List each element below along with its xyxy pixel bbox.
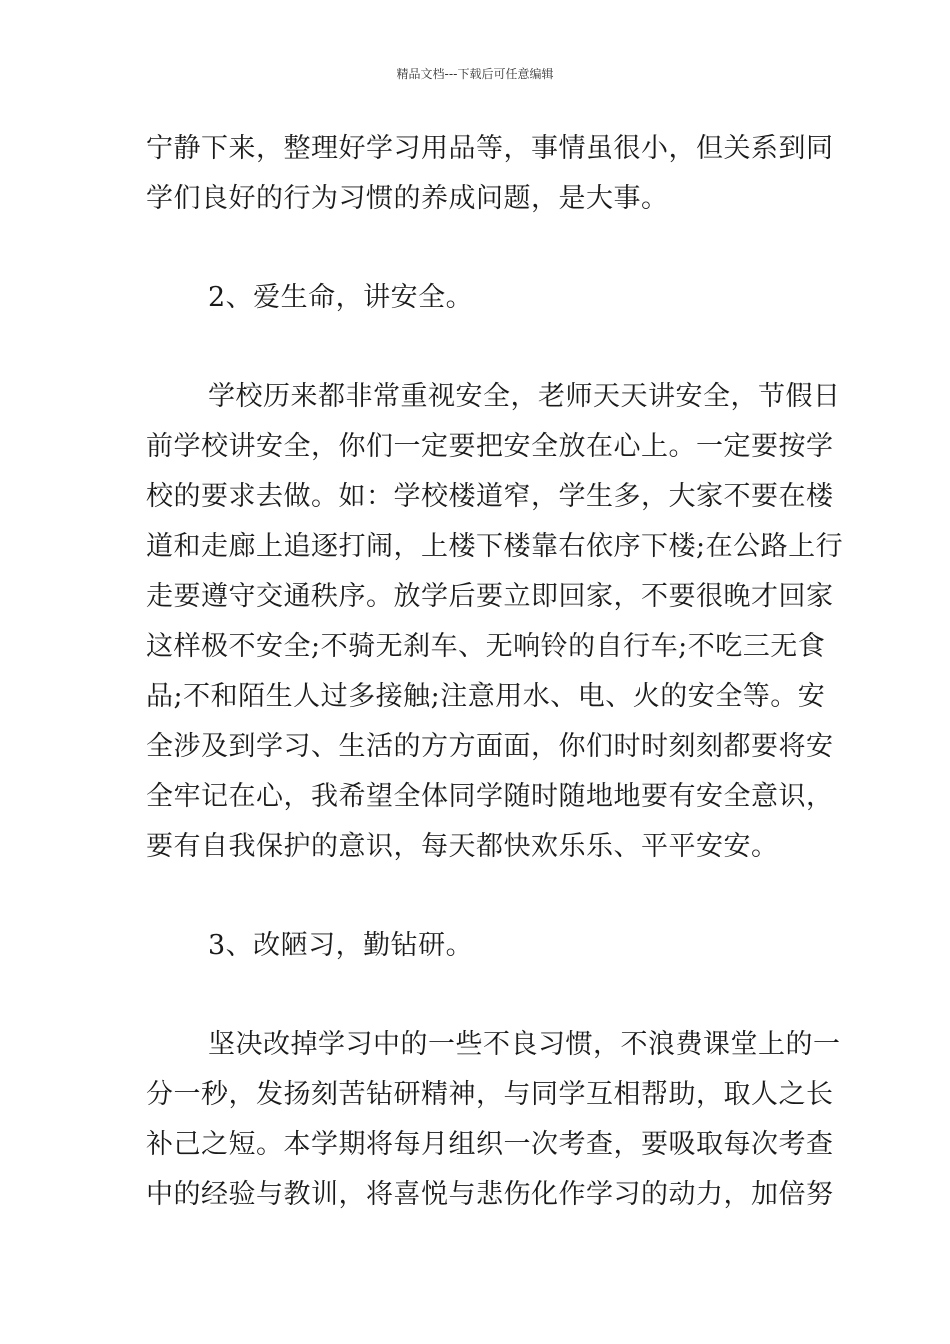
text-line: 校的要求去做。如：学校楼道窄，学生多，大家不要在楼 bbox=[146, 481, 834, 512]
text-line: 前学校讲安全，你们一定要把安全放在心上。一定要按学 bbox=[146, 431, 834, 462]
paragraph-continuation bbox=[146, 124, 834, 224]
text-line: 全涉及到学习、生活的方方面面，你们时时刻刻都要将安 bbox=[146, 731, 834, 762]
heading-line: 3、改陋习，勤钻研。 bbox=[208, 930, 474, 961]
heading-line: 2、爱生命，讲安全。 bbox=[208, 282, 474, 313]
text-line: 分一秒，发扬刻苦钻研精神，与同学互相帮助，取人之长 bbox=[146, 1079, 834, 1110]
text-line: 学们良好的行为习惯的养成问题，是大事。 bbox=[146, 183, 669, 214]
page-header: 精品文档---下载后可任意编辑 bbox=[396, 67, 554, 81]
section-heading-safety bbox=[146, 273, 806, 323]
section-heading-study bbox=[146, 921, 806, 971]
text-line: 走要遵守交通秩序。放学后要立即回家，不要很晚才回家 bbox=[146, 581, 834, 612]
text-line: 道和走廊上追逐打闹，上楼下楼靠右依序下楼;在公路上行 bbox=[146, 531, 844, 562]
text-line: 这样极不安全;不骑无刹车、无响铃的自行车;不吃三无食 bbox=[146, 631, 826, 662]
text-line: 品;不和陌生人过多接触;注意用水、电、火的安全等。安 bbox=[146, 681, 826, 712]
document-body bbox=[146, 124, 844, 1220]
text-line: 坚决改掉学习中的一些不良习惯，不浪费课堂上的一 bbox=[208, 1029, 841, 1060]
paragraph-study bbox=[146, 1020, 841, 1220]
text-line: 补己之短。本学期将每月组织一次考查，要吸取每次考查 bbox=[146, 1129, 834, 1160]
text-line: 全牢记在心，我希望全体同学随时随地地要有安全意识， bbox=[146, 781, 834, 812]
text-line: 宁静下来，整理好学习用品等，事情虽很小，但关系到同 bbox=[146, 133, 834, 164]
text-line: 要有自我保护的意识，每天都快欢乐乐、平平安安。 bbox=[146, 831, 779, 862]
text-line: 学校历来都非常重视安全，老师天天讲安全，节假日 bbox=[208, 381, 841, 412]
text-line: 中的经验与教训，将喜悦与悲伤化作学习的动力，加倍努 bbox=[146, 1179, 834, 1210]
paragraph-safety bbox=[146, 372, 844, 872]
